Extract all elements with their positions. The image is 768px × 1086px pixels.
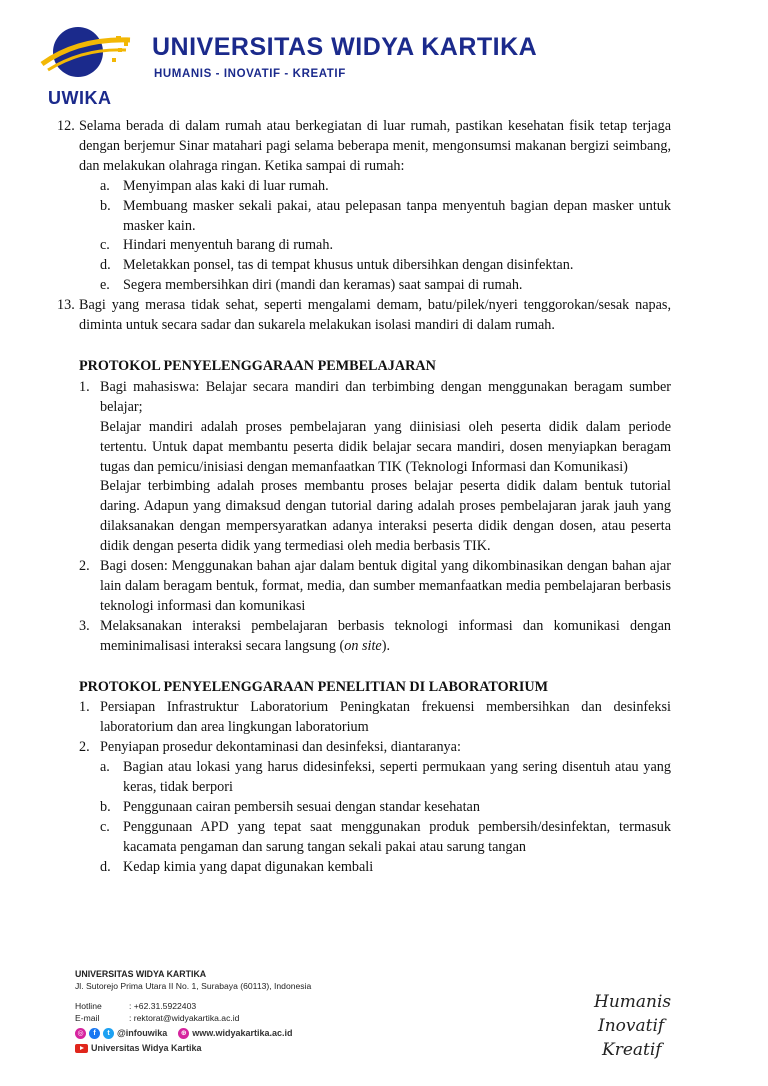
- list-text: Bagi yang merasa tidak sehat, seperti mengalami demam, batu/pilek/nyeri tenggorokan/sesak napas, diminta untuk secara sadar dan sukarela melakukan isolasi mandiri di dalam rumah.: [79, 297, 671, 334]
- list-text-end: ).: [381, 637, 390, 654]
- sub-item: [79, 256, 671, 276]
- sub-item: [79, 177, 671, 197]
- document-body: [57, 117, 671, 878]
- list-text: Penyiapan prosedur dekontaminasi dan desinfeksi, diantaranya:: [100, 739, 461, 756]
- youtube-icon[interactable]: [75, 1044, 88, 1053]
- sub-number: e.: [100, 277, 110, 294]
- motto-word: Kreatif: [602, 1040, 662, 1060]
- list-item: [79, 378, 671, 418]
- youtube-link[interactable]: [75, 1042, 395, 1054]
- list-item-13: [57, 296, 671, 336]
- list-number: 3.: [79, 617, 90, 634]
- sub-number: b.: [100, 197, 111, 214]
- sub-item: [79, 798, 671, 818]
- website-link[interactable]: www.widyakartika.ac.id: [192, 1028, 293, 1038]
- globe-icon: ⊕: [178, 1028, 189, 1039]
- hotline-label: Hotline: [75, 1001, 102, 1011]
- list-text: Melaksanakan interaksi pembelajaran berbasis teknologi informasi dan komunikasi dengan meminimalisasi interaksi secara langsung (: [100, 617, 671, 654]
- facebook-icon[interactable]: f: [89, 1028, 100, 1039]
- list-item: [79, 557, 671, 617]
- footer-hotline: [75, 1000, 395, 1012]
- sub-item: [79, 276, 671, 296]
- sub-number: a.: [100, 759, 110, 776]
- list-text: Persiapan Infrastruktur Laboratorium Peningkatan frekuensi membersihkan dan desinfeksi laboratorium dan area lingkungan laboratorium: [100, 699, 671, 736]
- sub-text: Kedap kimia yang dapat digunakan kembali: [123, 858, 374, 875]
- list-number: 2.: [79, 739, 90, 756]
- italic-text: on site: [344, 637, 382, 654]
- section-heading: PROTOKOL PENYELENGGARAAN PEMBELAJARAN: [79, 357, 436, 374]
- footer-address: Jl. Sutorejo Prima Utara II No. 1, Surabaya (60113), Indonesia: [75, 981, 312, 991]
- sub-number: a.: [100, 177, 110, 194]
- list-text: Selama berada di dalam rumah atau berkegiatan di luar rumah, pastikan kesehatan fisik tetap terjaga dengan berjemur Sinar matahari pagi selama beberapa menit, mengonsumsi makanan bergizi seimbang, dan melakukan olahraga ringan. Ketika sampai di rumah:: [79, 118, 671, 174]
- social-links: [75, 1027, 395, 1039]
- sub-number: b.: [100, 799, 111, 815]
- list-item-12: [57, 117, 671, 177]
- twitter-icon[interactable]: t: [103, 1028, 114, 1039]
- sub-item: [79, 818, 671, 858]
- paragraph: Belajar terbimbing adalah proses membantu proses belajar peserta didik dalam bentuk tutorial daring. Adapun yang dimaksud dengan tutorial daring adalah proses pembelajaran jarak jauh yang dilaksanakan dengan mempersyaratkan adanya interaksi peserta didik dengan dosen, atau peserta didik dengan peserta didik yang termediasi oleh media berbasis TIK.: [100, 478, 671, 555]
- list-item: [79, 738, 671, 758]
- list-number: 12.: [57, 118, 75, 134]
- sub-item: [79, 758, 671, 798]
- sub-text: Meletakkan ponsel, tas di tempat khusus untuk dibersihkan dengan disinfektan.: [123, 257, 574, 274]
- section-heading: PROTOKOL PENYELENGGARAAN PENELITIAN DI LABORATORIUM: [79, 678, 549, 695]
- social-handle[interactable]: @infouwika: [117, 1028, 168, 1038]
- logo-wordmark: UWIKA: [48, 88, 112, 108]
- list-item: [79, 617, 671, 657]
- list-number: 1.: [79, 699, 90, 716]
- sub-text: Penggunaan cairan pembersih sesuai dengan standar kesehatan: [123, 799, 480, 815]
- email-label: E-mail: [75, 1013, 100, 1023]
- sub-item: [79, 197, 671, 237]
- sub-text: Bagian atau lokasi yang harus didesinfeksi, seperti permukaan yang sering disentuh atau yang keras, tidak berpori: [123, 759, 671, 796]
- instagram-icon[interactable]: ◎: [75, 1028, 86, 1039]
- sub-text: Membuang masker sekali pakai, atau pelepasan tanpa menyentuh bagian depan masker untuk masker kain.: [123, 197, 671, 234]
- footer-email: [75, 1012, 395, 1024]
- sub-number: c.: [100, 818, 110, 835]
- list-text: Bagi mahasiswa: Belajar secara mandiri dan terbimbing dengan menggunakan beragam sumber belajar;: [100, 378, 671, 415]
- sub-text: Hindari menyentuh barang di rumah.: [123, 237, 333, 254]
- page-header: [0, 0, 768, 110]
- sub-text: Menyimpan alas kaki di luar rumah.: [123, 177, 329, 194]
- page-footer: [75, 968, 395, 1054]
- youtube-channel[interactable]: Universitas Widya Kartika: [91, 1043, 202, 1053]
- motto-signature: [590, 985, 690, 1065]
- hotline-value: : +62.31.5922403: [129, 1001, 197, 1011]
- university-tagline: HUMANIS - INOVATIF - KREATIF: [154, 68, 346, 80]
- sub-number: d.: [100, 858, 111, 875]
- email-value: : rektorat@widyakartika.ac.id: [129, 1013, 240, 1023]
- footer-name: UNIVERSITAS WIDYA KARTIKA: [75, 969, 207, 979]
- list-text: Bagi dosen: Menggunakan bahan ajar dalam bentuk digital yang dikombinasikan dengan bahan ajar lain dalam beragam bentuk, format, media, dan sumber memanfaatkan media pembelajaran berbasis teknologi informasi dan komunikasi: [100, 558, 671, 614]
- university-name: UNIVERSITAS WIDYA KARTIKA: [152, 33, 538, 61]
- sub-number: c.: [100, 237, 110, 254]
- motto-word: Inovatif: [598, 1016, 665, 1036]
- paragraph: Belajar mandiri adalah proses pembelajaran yang diinisiasi oleh peserta didik dalam periode tertentu. Untuk dapat membantu peserta didik belajar secara mandiri, dosen menyiapkan beragam tugas dan pemicu/inisiasi dengan memanfaatkan TIK (Teknologi Informasi dan Komunikasi): [100, 418, 671, 475]
- sub-text: Penggunaan APD yang tepat saat menggunakan produk pembersih/desinfektan, termasuk kacamata pengaman dan sarung tangan sekali pakai atau sarung tangan: [123, 818, 671, 855]
- sub-item: [79, 236, 671, 256]
- list-number: 1.: [79, 378, 90, 395]
- motto-word: Humanis: [594, 992, 672, 1012]
- sub-item: [79, 858, 671, 878]
- sub-number: d.: [100, 257, 111, 274]
- list-number: 2.: [79, 558, 90, 575]
- list-number: 13.: [57, 297, 75, 314]
- sub-text: Segera membersihkan diri (mandi dan keramas) saat sampai di rumah.: [123, 277, 523, 294]
- list-item: [79, 698, 671, 738]
